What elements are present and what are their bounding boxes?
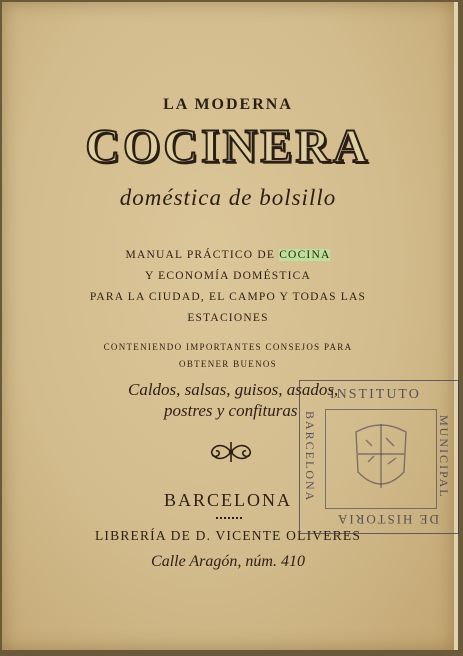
description-line-1 [2,249,454,261]
stamp-text-left: BARCELONA [303,411,317,503]
title-line-la-moderna: LA MODERNA [163,96,293,113]
imprint-publisher: LIBRERÍA DE D. VICENTE OLIVERES [94,528,362,543]
highlighted-word: COCINA [279,249,331,261]
stamp-text-bottom: DE HISTORIA [336,512,440,527]
description-line-3: PARA LA CIUDAD, EL CAMPO Y TODAS LAS [89,291,367,303]
contents-italic-1: Caldos, salsas, guisos, asados, [128,380,339,399]
coat-of-arms-icon [326,410,436,508]
description-line-1-text: MANUAL PRÁCTICO DE [125,249,280,261]
imprint-address: Calle Aragón, núm. 410 [151,553,305,570]
stamp-text-right: MUNICIPAL [437,415,451,499]
contents-italic-2: postres y confituras [164,401,298,420]
fleuron-ornament-icon [207,439,255,465]
library-stamp [299,380,459,534]
divider [216,517,242,521]
main-title: COCINERA [85,120,371,173]
book-title-page [2,2,458,650]
stamp-text-top: INSTITUTO [330,387,421,402]
description-line-2: Y ECONOMÍA DOMÉSTICA [144,270,312,282]
description-line-4: ESTACIONES [187,312,269,324]
contents-line-1: CONTENIENDO IMPORTANTES CONSEJOS PARA [103,342,353,352]
stamp-emblem [325,409,437,509]
subtitle: doméstica de bolsillo [119,185,337,210]
imprint-city: BARCELONA [163,490,292,510]
contents-line-2: OBTENER BUENOS [179,359,277,369]
